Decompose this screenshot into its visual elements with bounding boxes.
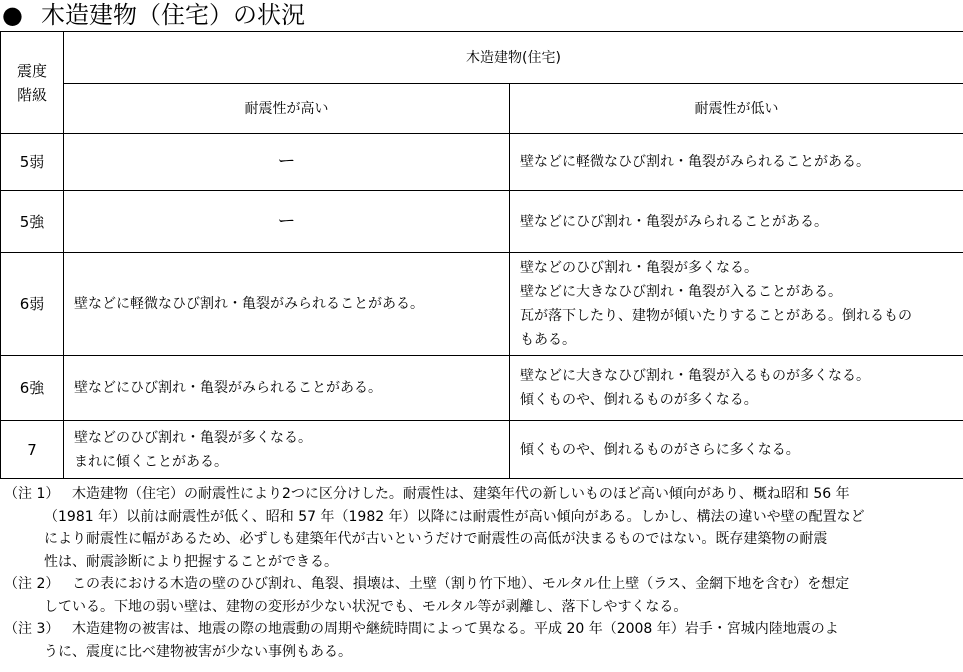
table-row bbox=[1, 253, 963, 356]
note-label: （注 3） bbox=[4, 621, 60, 637]
low-cell: 壁などにひび割れ・亀裂がみられることがある。 bbox=[510, 191, 963, 253]
level-cell: 5強 bbox=[1, 191, 64, 253]
note-1: （注 1） 木造建物（住宅）の耐震性により2つに区分けした。耐震性は、建築年代の新しいものほど高い傾向があり、概ね昭和 56 年 （1981 年）以前は耐震性が低く、昭和 57 年（1982 年）以降には耐震性が高い傾向がある。しかし、構法の違いや壁の配置など により耐震性に幅があるため、必ずしも建築年代が古いというだけで耐震性の高低が決まるものではない。既存建築物の耐震 性は、耐震診断により把握することができる。 bbox=[4, 483, 959, 573]
high-cell: ー bbox=[64, 134, 510, 191]
high-cell: 壁などに軽微なひび割れ・亀裂がみられることがある。 bbox=[64, 253, 510, 356]
header-level-label: 震度 階級 bbox=[1, 32, 64, 134]
high-cell: ー bbox=[64, 191, 510, 253]
table-row bbox=[1, 356, 963, 421]
notes bbox=[4, 483, 959, 663]
title-text: 木造建物（住宅）の状況 bbox=[40, 1, 305, 29]
high-cell: 壁などにひび割れ・亀裂がみられることがある。 bbox=[64, 356, 510, 421]
header-col-high: 耐震性が高い bbox=[64, 84, 510, 134]
note-label: （注 2） bbox=[4, 576, 60, 592]
low-cell: 壁などのひび割れ・亀裂が多くなる。 壁などに大きなひび割れ・亀裂が入ることがある。 瓦が落下したり、建物が傾いたりすることがある。倒れるもの もある。 bbox=[510, 253, 963, 356]
low-cell: 傾くものや、倒れるものがさらに多くなる。 bbox=[510, 421, 963, 479]
header-col-low: 耐震性が低い bbox=[510, 84, 963, 134]
table-row bbox=[1, 421, 963, 479]
bullet-icon: ● bbox=[2, 1, 23, 29]
header-group-label: 木造建物(住宅) bbox=[64, 32, 963, 84]
page-title bbox=[2, 0, 305, 30]
table-row bbox=[1, 191, 963, 253]
table-row bbox=[1, 134, 963, 191]
low-cell: 壁などに大きなひび割れ・亀裂が入るものが多くなる。 傾くものや、倒れるものが多くなる。 bbox=[510, 356, 963, 421]
level-cell: 5弱 bbox=[1, 134, 64, 191]
note-2: （注 2） この表における木造の壁のひび割れ、亀裂、損壊は、土壁（割り竹下地）、モルタル仕上壁（ラス、金網下地を含む）を想定 している。下地の弱い壁は、建物の変形が少ない状況でも、モルタル等が剥離し、落下しやすくなる。 bbox=[4, 573, 959, 618]
level-cell: 7 bbox=[1, 421, 64, 479]
low-cell: 壁などに軽微なひび割れ・亀裂がみられることがある。 bbox=[510, 134, 963, 191]
note-3: （注 3） 木造建物の被害は、地震の際の地震動の周期や継続時間によって異なる。平成 20 年（2008 年）岩手・宮城内陸地震のよ うに、震度に比べ建物被害が少ない事例もある。 bbox=[4, 618, 959, 663]
level-cell: 6弱 bbox=[1, 253, 64, 356]
level-cell: 6強 bbox=[1, 356, 64, 421]
intensity-table bbox=[0, 31, 963, 479]
note-label: （注 1） bbox=[4, 486, 60, 502]
high-cell: 壁などのひび割れ・亀裂が多くなる。 まれに傾くことがある。 bbox=[64, 421, 510, 479]
